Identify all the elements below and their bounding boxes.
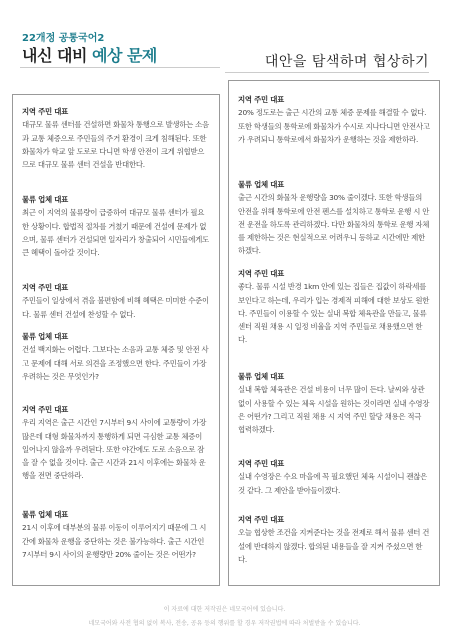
copyright-line-1: 이 자료에 대한 저작권은 네모국어에 있습니다.	[163, 606, 286, 613]
subtitle: 22개정 공통국어2	[22, 33, 105, 44]
speech-text: 실내 수영장은 수요 마을에 꼭 필요했던 체육 시설이니 괜찮은 것 같다. 그 제안을 받아들이겠다.	[238, 472, 428, 495]
speech-text: 출근 시간의 화물차 운행량을 30% 줄이겠다. 또한 학생들의 안전을 위해 통학로에 안전 펜스를 설치하고 통학로 운행 시 안전 운전을 하도록 관리하겠다. 다만 화물차의 통학로 운행 자체를 제한하는 것은 현실적으로 어려우니 등하교 시간에만 제한하겠다.	[238, 193, 430, 256]
speaker-label: 지역 주민 대표	[238, 515, 284, 524]
page-header	[0, 0, 449, 80]
dialogue-turn	[22, 508, 210, 561]
speech-text: 우리 지역은 출근 시간인 7시부터 9시 사이에 교통량이 가장 많은데 대형 화물차까지 통행하게 되면 극심한 교통 체증이 일어나지 않을까 우려된다. 또한 야간에도 도로 소음으로 잠을 잘 수 없을 것이다. 출근 시간과 21시 이후에는 화물차 운행을 전면 중단하라.	[22, 418, 207, 481]
title-divider	[20, 67, 220, 68]
dialogue-box-left	[12, 94, 220, 586]
speech-text: 최근 이 지역의 물류량이 급증하여 대규모 물류 센터가 필요한 상황이다. 합법적 절차를 거쳤기 때문에 건설에 문제가 없으며, 물류 센터가 건설되면 일자리가 창출되어 시민들에게도 큰 혜택이 돌아갈 것이다.	[22, 208, 209, 258]
speaker-label: 물류 업체 대표	[22, 195, 68, 204]
dialogue-turn	[238, 513, 430, 566]
section-title: 대안을 탐색하며 협상하기	[264, 54, 429, 70]
dialogue-turn	[238, 93, 430, 146]
copyright-line-2: 네모국어와 사전 협의 없이 복사, 전송, 공유 등의 행위를 할 경우 저작권법에 따라 처벌받을 수 있습니다.	[88, 620, 361, 627]
dialogue-turn	[22, 193, 210, 259]
speaker-label: 지역 주민 대표	[22, 283, 68, 292]
title-prefix: 내신 대비	[22, 46, 87, 65]
speaker-label: 지역 주민 대표	[238, 269, 284, 278]
dialogue-box-right	[228, 80, 440, 586]
dialogue-turn	[22, 330, 210, 383]
speech-text: 21시 이후에 대부분의 물류 이동이 이루어지기 때문에 그 시간에 화물차 운행을 중단하는 것은 불가능하다. 출근 시간인 7시부터 9시 사이의 운행량만 20% 줄이는 것은 어떤가?	[22, 523, 207, 559]
speaker-label: 물류 업체 대표	[238, 372, 284, 381]
dialogue-turn	[238, 457, 430, 497]
dialogue-turn	[238, 370, 430, 436]
speech-text: 좋다. 물류 시설 반경 1km 안에 있는 집들은 집값이 하락세를 보인다고 하는데, 우리가 입는 경제적 피해에 대한 보상도 원한다. 주민들이 이용할 수 있는 실내 복합 체육관을 만들고, 물류 센터 직원 채용 시 일정 비율을 지역 주민들로 채용했으면 한다.	[238, 282, 430, 345]
speech-text: 오늘 협상한 조건을 지켜준다는 것을 전제로 해서 물류 센터 건설에 반대하지 않겠다. 합의된 내용들을 잘 지켜 주셨으면 한다.	[238, 528, 430, 564]
title-accent: 예상 문제	[91, 46, 157, 65]
dialogue-turn	[22, 281, 210, 321]
dialogue-turn	[22, 105, 210, 171]
speech-text: 20% 정도로는 출근 시간의 교통 체증 문제를 해결할 수 없다. 또한 학생들의 통학로에 화물차가 수시로 지나다니면 안전사고가 우려되니 통학로에서 화물차가 운행하는 것을 제한하라.	[238, 108, 430, 144]
speaker-label: 물류 업체 대표	[22, 510, 68, 519]
speech-text: 주민들이 일상에서 겪을 불편함에 비해 혜택은 미미한 수준이다. 물류 센터 건설에 찬성할 수 없다.	[22, 296, 209, 319]
speech-text: 건설 백지화는 어렵다. 그보다는 소음과 교통 체증 및 안전 사고 문제에 대해 서로 의견을 조정했으면 한다. 주민들이 가장 우려하는 것은 무엇인가?	[22, 345, 209, 381]
page-title	[22, 43, 157, 66]
dialogue-turn	[238, 267, 430, 347]
speaker-label: 지역 주민 대표	[238, 459, 284, 468]
section-divider	[225, 72, 429, 73]
speaker-label: 물류 업체 대표	[238, 180, 284, 189]
speaker-label: 지역 주민 대표	[22, 405, 68, 414]
speaker-label: 물류 업체 대표	[22, 332, 68, 341]
speaker-label: 지역 주민 대표	[238, 95, 284, 104]
speech-text: 실내 복합 체육관은 건설 비용이 너무 많이 든다. 날씨와 상관없이 사용할 수 있는 체육 시설을 원하는 것이라면 실내 수영장은 어떤가? 그리고 직원 채용 시 지역 주민 할당 채용은 적극 협력하겠다.	[238, 385, 430, 435]
dialogue-turn	[238, 178, 430, 258]
speech-text: 대규모 물류 센터를 건설하면 화물차 통행으로 발생하는 소음과 교통 체증으로 주민들의 주거 환경이 크게 침해된다. 또한 화물차가 학교 앞 도로로 다니면 학생 안전이 크게 위협받으므로 대규모 물류 센터 건설을 반대한다.	[22, 120, 209, 170]
dialogue-turn	[22, 403, 210, 483]
speaker-label: 지역 주민 대표	[22, 107, 68, 116]
